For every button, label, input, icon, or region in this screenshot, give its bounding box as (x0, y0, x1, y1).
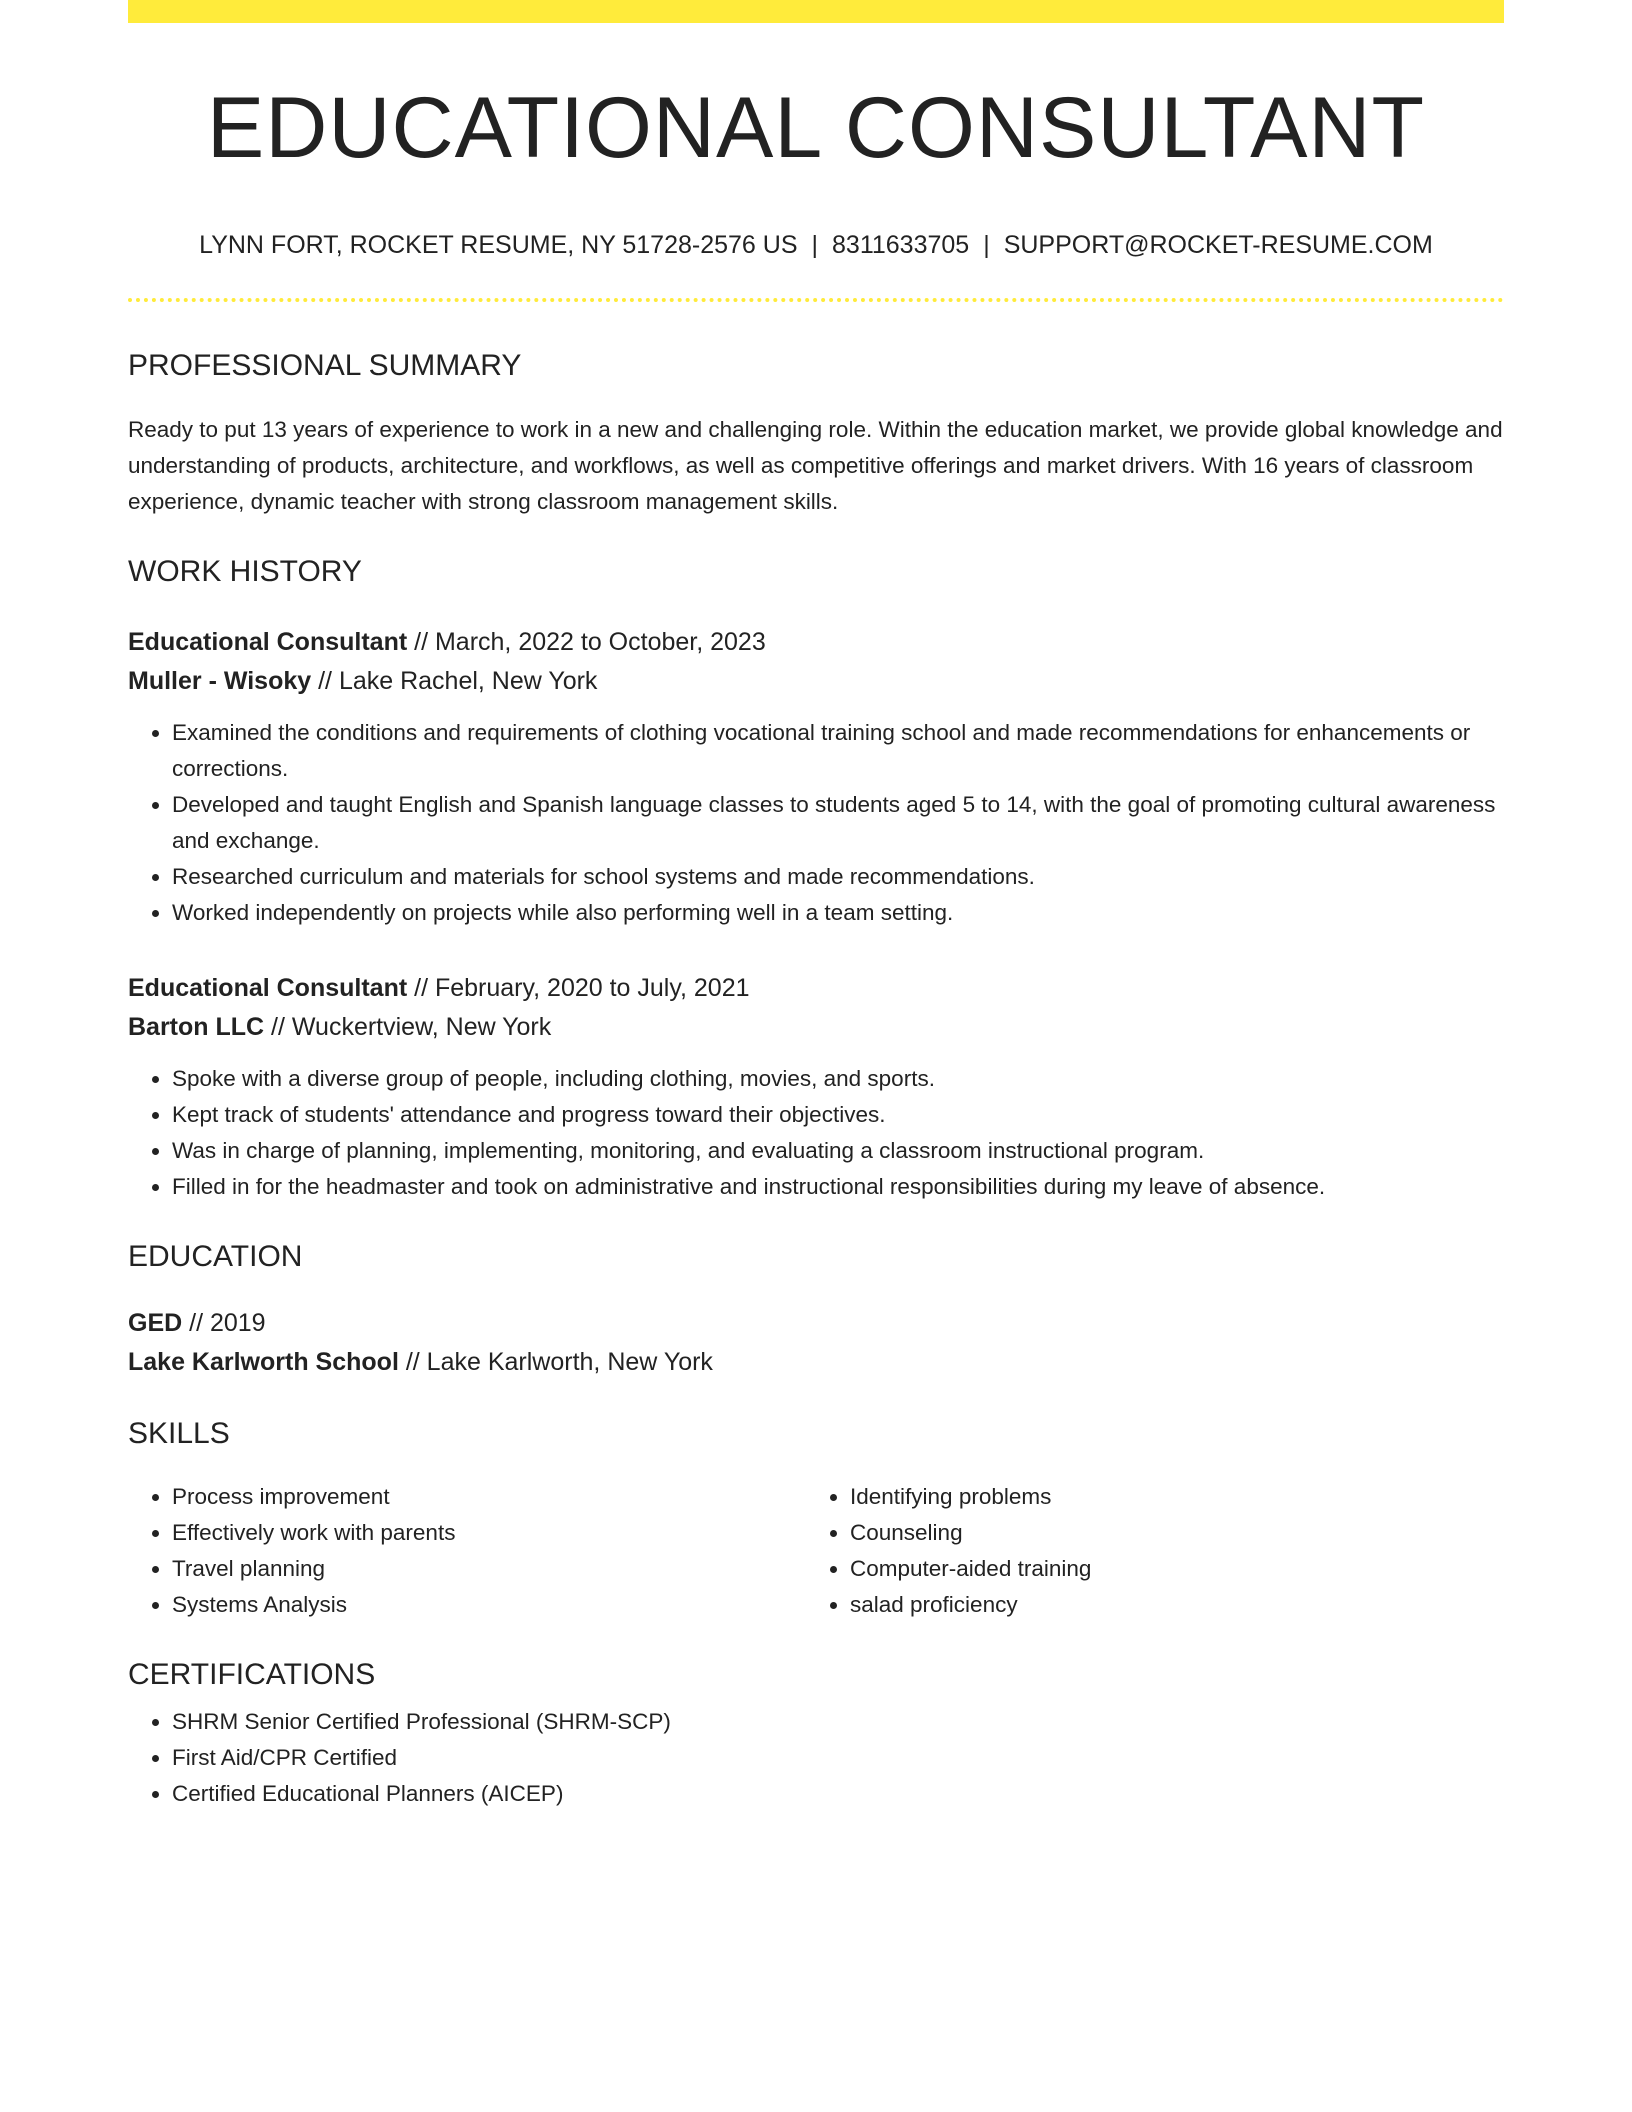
header-divider (128, 298, 1504, 302)
job-location: // Lake Rachel, New York (311, 667, 598, 695)
job-title: Educational Consultant (128, 628, 408, 656)
job-company-line (128, 1008, 1504, 1047)
contact-line (128, 233, 1504, 258)
education-year: // 2019 (182, 1309, 266, 1337)
skills-column-right (806, 1479, 1484, 1623)
list-item: • salad proficiency (850, 1587, 1484, 1623)
section-heading-skills: SKILLS (128, 1417, 230, 1450)
resume-title: EDUCATIONAL CONSULTANT (206, 80, 1426, 176)
education-location: // Lake Karlworth, New York (398, 1348, 713, 1376)
list-item: • SHRM Senior Certified Professional (SHRM-SCP) (172, 1704, 1504, 1740)
summary-paragraph: Ready to put 13 years of experience to work in a new and challenging role. Within the education market, we provide global knowledge and understanding of products, architecture, and workflows, as well as competitive offerings and market drivers. With 16 years of classroom experience, dynamic teacher with strong classroom management skills. (128, 417, 1503, 514)
job-entry (128, 623, 1504, 931)
list-item: • Computer-aided training (850, 1551, 1484, 1587)
list-item: • Kept track of students' attendance and progress toward their objectives. (172, 1097, 1504, 1133)
contact-separator: | (811, 231, 819, 259)
list-item: • Was in charge of planning, implementing, monitoring, and evaluating a classroom instructional program. (172, 1133, 1504, 1169)
list-item: • Travel planning (172, 1551, 806, 1587)
list-item: • Counseling (850, 1515, 1484, 1551)
education-school: Lake Karlworth School (128, 1348, 399, 1376)
job-entry (128, 969, 1504, 1205)
education-degree-line (128, 1304, 1504, 1343)
contact-separator: | (983, 231, 990, 259)
contact-phone: 8311633705 (832, 231, 970, 259)
job-dates: // February, 2020 to July, 2021 (407, 974, 750, 1002)
list-item: • Systems Analysis (172, 1587, 806, 1623)
section-heading-work-history: WORK HISTORY (128, 555, 362, 588)
job-bullets (128, 1061, 1504, 1205)
job-company: Barton LLC (128, 1013, 265, 1041)
contact-email: SUPPORT@ROCKET-RESUME.COM (1003, 231, 1433, 259)
list-item: • Developed and taught English and Spanish language classes to students aged 5 to 14, with the goal of promoting cultural awareness and exchange. (172, 787, 1504, 859)
top-accent-bar (128, 0, 1504, 23)
list-item: • Examined the conditions and requirements of clothing vocational training school and made recommendations for enhancements or corrections. (172, 715, 1504, 787)
job-bullets (128, 715, 1504, 931)
job-company-line (128, 662, 1504, 701)
job-title: Educational Consultant (128, 974, 408, 1002)
job-title-line (128, 969, 1504, 1008)
section-heading-education: EDUCATION (128, 1240, 303, 1273)
job-location: // Wuckertview, New York (264, 1013, 552, 1041)
education-degree: GED (128, 1309, 183, 1337)
list-item: • Spoke with a diverse group of people, including clothing, movies, and sports. (172, 1061, 1504, 1097)
skills-column-left (128, 1479, 806, 1623)
skills-grid (128, 1479, 1504, 1623)
job-title-line (128, 623, 1504, 662)
job-dates: // March, 2022 to October, 2023 (407, 628, 766, 656)
list-item: • Effectively work with parents (172, 1515, 806, 1551)
section-heading-summary: PROFESSIONAL SUMMARY (128, 349, 522, 382)
job-company: Muller - Wisoky (128, 667, 312, 695)
list-item: • Researched curriculum and materials for school systems and made recommendations. (172, 859, 1504, 895)
list-item: • Worked independently on projects while also performing well in a team setting. (172, 895, 1504, 931)
list-item: • Filled in for the headmaster and took on administrative and instructional responsibilities during my leave of absence. (172, 1169, 1504, 1205)
education-entry (128, 1304, 1504, 1382)
contact-address: LYNN FORT, ROCKET RESUME, NY 51728-2576 US (199, 231, 798, 259)
certifications-list (128, 1704, 1504, 1812)
resume-page (128, 0, 1504, 1812)
list-item: • First Aid/CPR Certified (172, 1740, 1504, 1776)
list-item: • Identifying problems (850, 1479, 1484, 1515)
education-school-line (128, 1343, 1504, 1382)
list-item: • Process improvement (172, 1479, 806, 1515)
list-item: • Certified Educational Planners (AICEP) (172, 1776, 1504, 1812)
section-heading-certifications: CERTIFICATIONS (128, 1658, 376, 1691)
